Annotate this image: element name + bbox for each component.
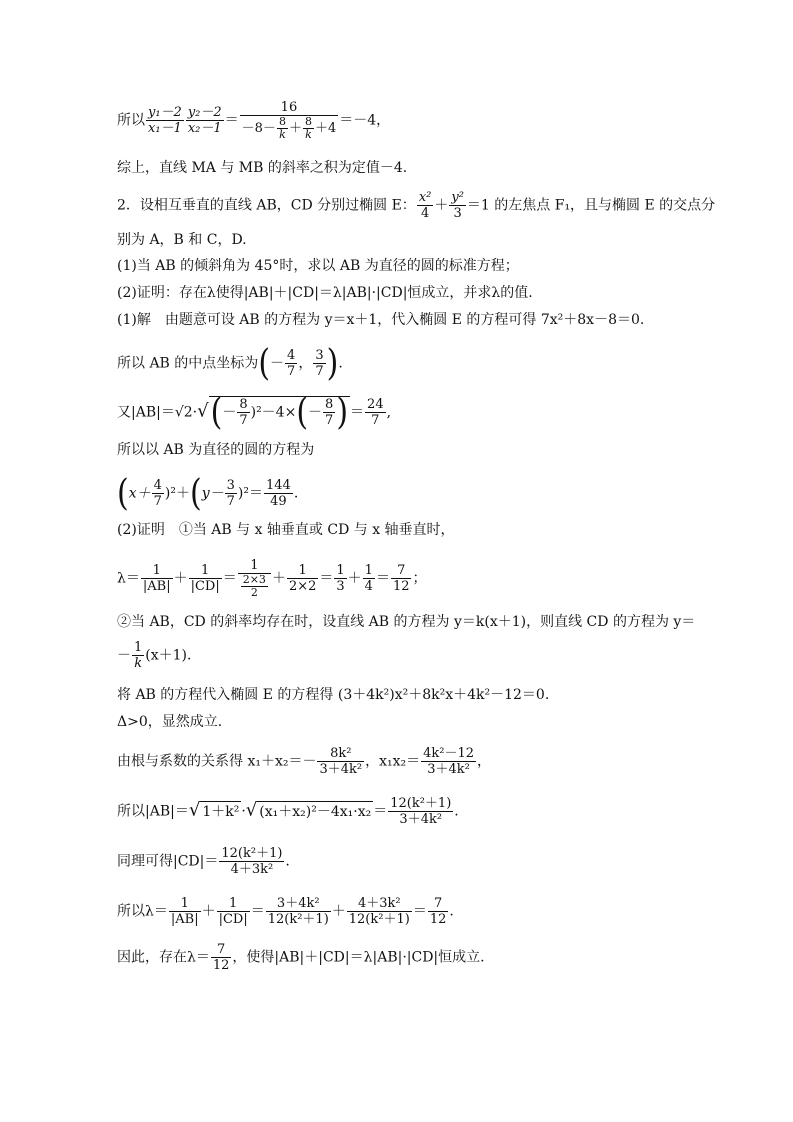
text: λ＝ bbox=[117, 570, 140, 587]
operator: ＝ bbox=[373, 803, 388, 820]
operator: ＝ bbox=[250, 903, 265, 920]
numerator: 1 bbox=[364, 563, 373, 578]
radical-sign: √ bbox=[197, 400, 209, 422]
text: 同理可得|CD|＝ bbox=[117, 853, 219, 870]
numerator: 1 bbox=[169, 896, 201, 912]
text: . bbox=[293, 485, 299, 502]
text: . bbox=[449, 903, 454, 920]
operator: ＋ bbox=[175, 485, 190, 502]
numerator: 1 bbox=[141, 563, 173, 579]
denominator: 7 bbox=[315, 364, 324, 379]
numerator: 8 bbox=[278, 115, 286, 128]
numerator: 1 bbox=[217, 896, 250, 912]
discriminant-line: Δ>0，显然成立. bbox=[117, 714, 223, 730]
fraction bbox=[428, 896, 449, 927]
fraction bbox=[241, 574, 268, 599]
text: ； bbox=[412, 570, 427, 587]
fraction bbox=[186, 105, 224, 136]
fraction bbox=[152, 478, 164, 509]
denominator: 7 bbox=[239, 413, 248, 428]
radical-sign: √ bbox=[188, 799, 201, 821]
paren: ( bbox=[210, 390, 223, 433]
text: , bbox=[386, 404, 392, 421]
text: －8－ bbox=[241, 121, 276, 136]
paren: )² bbox=[164, 485, 176, 502]
operator: ＋ bbox=[434, 197, 449, 214]
fraction bbox=[146, 105, 184, 136]
numerator: x² bbox=[418, 190, 432, 205]
text: 所以|AB|＝ bbox=[117, 803, 189, 820]
fraction bbox=[219, 846, 284, 877]
fraction bbox=[225, 478, 237, 509]
fraction bbox=[189, 563, 222, 594]
lambda-case-1 bbox=[117, 558, 426, 599]
text: (x＋1). bbox=[145, 647, 192, 664]
text: . bbox=[338, 355, 343, 372]
operator: ＝ bbox=[412, 903, 427, 920]
denominator: 7 bbox=[153, 494, 162, 509]
numerator: 3＋4k² bbox=[266, 896, 331, 912]
denominator: x₂－1 bbox=[187, 121, 222, 136]
denominator: 3 bbox=[336, 579, 345, 594]
operator: － bbox=[222, 404, 237, 421]
denominator: 3＋4k² bbox=[319, 762, 363, 777]
numerator: 7 bbox=[428, 896, 449, 912]
text: x＋ bbox=[128, 485, 151, 502]
numerator: 8 bbox=[304, 115, 312, 128]
radicand: (x₁＋x₂)²－4x₁·x₂ bbox=[257, 801, 373, 822]
denominator: k bbox=[279, 128, 286, 141]
numerator: 3 bbox=[226, 478, 235, 493]
fraction bbox=[313, 348, 325, 379]
operator: ＋ bbox=[288, 121, 302, 136]
operator: － bbox=[270, 355, 285, 372]
final-conclusion bbox=[117, 942, 485, 973]
radicand bbox=[209, 390, 350, 433]
text: 由根与系数的关系得 x₁＋x₂＝－ bbox=[117, 753, 317, 770]
fraction bbox=[388, 796, 453, 827]
operator: ＝ bbox=[248, 485, 263, 502]
fraction bbox=[421, 746, 476, 777]
radical-sign: √ bbox=[245, 799, 258, 821]
text: . bbox=[454, 803, 459, 820]
denominator: 7 bbox=[226, 494, 235, 509]
numerator: 1 bbox=[134, 640, 143, 655]
fraction bbox=[317, 746, 364, 777]
fraction bbox=[141, 563, 173, 594]
fraction bbox=[285, 348, 297, 379]
denominator: 7 bbox=[325, 413, 334, 428]
operator: ＝ bbox=[319, 570, 334, 587]
denominator: 2×2 bbox=[288, 579, 317, 594]
denominator: 49 bbox=[270, 494, 287, 509]
circle-equation bbox=[117, 471, 299, 514]
operator: － bbox=[117, 647, 131, 664]
fraction bbox=[363, 563, 375, 594]
denominator: 4 bbox=[420, 206, 430, 221]
denominator: |AB| bbox=[170, 912, 199, 927]
denominator: 4 bbox=[364, 579, 373, 594]
fraction bbox=[264, 478, 293, 509]
denominator: k bbox=[305, 128, 312, 141]
proof-case-2: ②当 AB，CD 的斜率均存在时，设直线 AB 的方程为 y＝k(x＋1)，则直线 CD 的方程为 y＝ bbox=[117, 614, 696, 630]
fraction bbox=[365, 397, 386, 428]
numerator: 12(k²＋1) bbox=[390, 796, 452, 811]
numerator: y₁－2 bbox=[148, 105, 182, 120]
numerator: 1 bbox=[287, 563, 318, 579]
denominator: 12(k²＋1) bbox=[348, 912, 410, 927]
text: ＝1 的左焦点 F₁，且与椭圆 E 的交点分 bbox=[466, 197, 716, 214]
text: 又|AB|＝ bbox=[117, 404, 175, 421]
midpoint-line bbox=[117, 341, 343, 384]
operator: · bbox=[241, 803, 246, 820]
denominator bbox=[238, 574, 271, 599]
text: 所以 bbox=[117, 112, 145, 129]
lambda-general bbox=[117, 896, 454, 927]
operator: ＋ bbox=[271, 570, 286, 587]
cd-length-general bbox=[117, 846, 290, 877]
problem-2-statement-cont: 别为 A，B 和 C，D. bbox=[117, 232, 247, 248]
circle-equation-intro: 所以以 AB 为直径的圆的方程为 bbox=[117, 442, 315, 458]
numerator: y₂－2 bbox=[187, 105, 222, 120]
operator: － bbox=[308, 404, 323, 421]
paren: ) bbox=[336, 390, 349, 433]
fraction bbox=[391, 563, 412, 594]
denominator: 4＋3k² bbox=[230, 862, 274, 877]
text: )²－4× bbox=[250, 404, 297, 421]
ab-length-general bbox=[117, 796, 459, 827]
sqrt: √2 bbox=[174, 404, 193, 421]
paren: ( bbox=[189, 471, 202, 514]
text: ，使得|AB|＋|CD|＝λ|AB|·|CD|恒成立. bbox=[232, 949, 485, 966]
numerator: y² bbox=[451, 190, 464, 205]
denominator: 7 bbox=[371, 413, 380, 428]
text: ， bbox=[298, 355, 313, 372]
text: ，x₁x₂＝ bbox=[365, 753, 421, 770]
fraction bbox=[237, 397, 249, 428]
paren: ( bbox=[258, 341, 271, 384]
text: 所以 AB 的中点坐标为 bbox=[117, 355, 259, 372]
text: ， bbox=[477, 753, 492, 770]
denominator: 12 bbox=[392, 579, 410, 594]
denominator: 12(k²＋1) bbox=[267, 912, 329, 927]
fraction bbox=[303, 116, 314, 141]
numerator: 8 bbox=[239, 397, 248, 412]
operator: ＝ bbox=[350, 404, 365, 421]
fraction bbox=[334, 563, 346, 594]
text: . bbox=[285, 853, 290, 870]
numerator: 1 bbox=[336, 563, 345, 578]
numerator: 7 bbox=[211, 942, 232, 958]
fraction bbox=[347, 896, 412, 927]
numerator: 4 bbox=[287, 348, 296, 363]
fraction bbox=[266, 896, 331, 927]
text: 2．设相互垂直的直线 AB，CD 分别过椭圆 E： bbox=[117, 197, 416, 214]
fraction bbox=[323, 397, 335, 428]
fraction bbox=[287, 563, 318, 594]
denominator: |CD| bbox=[190, 579, 220, 594]
operator: ＝ bbox=[222, 570, 237, 587]
problem-2-part-1: (1)当 AB 的倾斜角为 45°时，求以 AB 为直径的圆的标准方程； bbox=[117, 258, 519, 274]
denominator: 2 bbox=[250, 586, 258, 599]
text: y－ bbox=[201, 485, 224, 502]
problem-2-part-2: (2)证明：存在λ使得|AB|＋|CD|＝λ|AB|·|CD|恒成立，并求λ的值. bbox=[117, 285, 533, 301]
operator: · bbox=[192, 404, 198, 421]
numerator: 1 bbox=[238, 558, 271, 574]
fraction bbox=[217, 896, 250, 927]
paren: ( bbox=[117, 471, 129, 514]
operator: ＋ bbox=[331, 903, 346, 920]
denominator: k bbox=[134, 656, 143, 671]
operator: ＋ bbox=[201, 903, 216, 920]
denominator bbox=[240, 116, 339, 141]
operator: ＋ bbox=[173, 570, 188, 587]
problem-2-statement bbox=[117, 190, 715, 221]
numerator: 16 bbox=[240, 100, 339, 116]
fraction bbox=[277, 116, 288, 141]
fraction bbox=[449, 190, 466, 221]
fraction bbox=[417, 190, 434, 221]
operator: ＋ bbox=[347, 570, 362, 587]
vieta-line bbox=[117, 746, 491, 777]
numerator: 3 bbox=[315, 348, 324, 363]
denominator: 3＋4k² bbox=[399, 812, 443, 827]
operator: ＝ bbox=[375, 570, 390, 587]
numerator: 7 bbox=[391, 563, 412, 579]
paren: ) bbox=[326, 341, 339, 384]
solution-part-1-intro: (1)解 由题意可设 AB 的方程为 y＝x＋1，代入椭圆 E 的方程可得 7x²＋8x－8＝0. bbox=[117, 312, 645, 328]
text: ＝－4， bbox=[339, 112, 391, 129]
fraction bbox=[169, 896, 201, 927]
numerator: 4 bbox=[153, 478, 162, 493]
numerator: 12(k²＋1) bbox=[221, 846, 283, 861]
text: 所以λ＝ bbox=[117, 903, 168, 920]
text: ＋4 bbox=[314, 121, 337, 136]
fraction bbox=[211, 942, 232, 973]
fraction bbox=[132, 640, 144, 671]
denominator: 3 bbox=[453, 206, 462, 221]
numerator: 8 bbox=[325, 397, 334, 412]
numerator: 1 bbox=[189, 563, 222, 579]
numerator: 144 bbox=[265, 478, 291, 493]
numerator: 24 bbox=[367, 397, 384, 412]
numerator: 4＋3k² bbox=[347, 896, 412, 912]
substitution-line: 将 AB 的方程代入椭圆 E 的方程得 (3＋4k²)x²＋8k²x＋4k²－12＝0. bbox=[117, 687, 550, 703]
denominator: |CD| bbox=[218, 912, 248, 927]
denominator: |AB| bbox=[142, 579, 171, 594]
denominator: x₁－1 bbox=[148, 121, 182, 136]
cd-equation bbox=[117, 640, 191, 671]
denominator: 7 bbox=[287, 364, 296, 379]
numerator: 2×3 bbox=[242, 573, 266, 586]
fraction bbox=[238, 558, 271, 599]
radicand: 1＋k² bbox=[200, 801, 241, 822]
denominator: 12 bbox=[429, 912, 447, 927]
conclusion-line: 综上，直线 MA 与 MB 的斜率之积为定值－4. bbox=[117, 160, 408, 176]
numerator: 8k² bbox=[317, 746, 364, 762]
fraction bbox=[240, 100, 339, 141]
denominator: 12 bbox=[212, 958, 230, 973]
operator: ＝ bbox=[224, 112, 239, 129]
text: 因此，存在λ＝ bbox=[117, 949, 210, 966]
paren: ( bbox=[296, 390, 309, 433]
equation-slope-product bbox=[117, 100, 390, 141]
numerator: 4k²－12 bbox=[423, 746, 475, 761]
denominator: 3＋4k² bbox=[427, 762, 470, 777]
ab-length-line bbox=[117, 390, 392, 433]
proof-case-1: (2)证明 ①当 AB 与 x 轴垂直或 CD 与 x 轴垂直时， bbox=[117, 522, 455, 538]
paren: )² bbox=[237, 485, 249, 502]
